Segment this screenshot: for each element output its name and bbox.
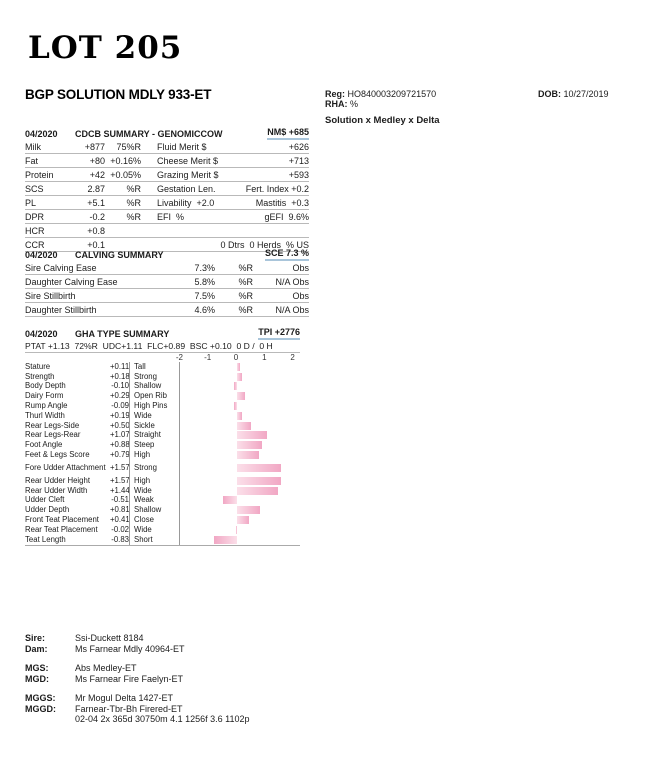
trait-bar xyxy=(234,382,237,390)
trait-label: Fat xyxy=(25,155,39,166)
trait-reliability: %R xyxy=(126,183,141,194)
trait-bar xyxy=(234,402,237,410)
calving-title: CALVING SUMMARY xyxy=(75,249,164,260)
axis-tick-label: 0 xyxy=(233,353,239,362)
axis-tick-label: 2 xyxy=(290,353,295,362)
trait-name: Dairy Form xyxy=(25,392,64,401)
trait-bar xyxy=(237,422,251,430)
pedigree-label: MGD: xyxy=(25,673,49,684)
rha-line xyxy=(325,99,436,109)
trait-sta-value: +1.57 xyxy=(110,462,130,472)
calving-table-row xyxy=(25,289,309,303)
trait-bar xyxy=(237,363,240,371)
trait-bar xyxy=(237,441,262,449)
cdcb-table-row xyxy=(25,168,309,182)
trait-descriptor: Steep xyxy=(129,440,179,450)
trait-chart-axis xyxy=(25,353,300,362)
trait-name: Rear Teat Placement xyxy=(25,525,98,534)
trait-bar-cell xyxy=(179,505,300,515)
pedigree-label: Dam: xyxy=(25,643,48,654)
nm-dollar-value: NM$ +685 xyxy=(267,127,309,140)
trait-value: +42 xyxy=(89,169,105,180)
trait-bar-cell xyxy=(179,460,300,476)
trait-bar-cell xyxy=(179,362,300,372)
trait-sta-value: +1.57 xyxy=(110,475,130,485)
trait-name: Fore Udder Attachment xyxy=(25,463,106,472)
trait-bar xyxy=(237,506,260,514)
trait-value: +5.1 xyxy=(87,197,105,208)
cdcb-date: 04/2020 xyxy=(25,128,58,139)
rha-value: % xyxy=(350,99,359,109)
trait-descriptor: Strong xyxy=(129,372,179,382)
trait-bar-cell xyxy=(179,411,300,421)
merit-value: gEFI 9.6% xyxy=(264,211,309,222)
trait-name: Rear Legs-Rear xyxy=(25,431,81,440)
type-trait-row xyxy=(25,460,300,476)
pedigree-row xyxy=(25,663,249,674)
trait-name: Foot Angle xyxy=(25,441,63,450)
trait-bar-cell xyxy=(179,515,300,525)
pedigree-block xyxy=(25,633,249,725)
trait-sta-value: -0.83 xyxy=(111,534,129,544)
trait-sta-value: -0.51 xyxy=(111,495,129,505)
calving-table-row xyxy=(25,261,309,275)
trait-bar xyxy=(236,526,237,534)
trait-name: Rear Udder Width xyxy=(25,486,88,495)
trait-bar-cell xyxy=(179,440,300,450)
type-trait-row xyxy=(25,515,300,525)
type-trait-row xyxy=(25,440,300,450)
cdcb-header xyxy=(25,127,309,140)
trait-bar xyxy=(237,412,242,420)
pedigree-row xyxy=(25,693,249,704)
calving-percent: 5.8% xyxy=(194,276,215,287)
type-trait-row xyxy=(25,382,300,392)
trait-descriptor: High Pins xyxy=(129,401,179,411)
trait-descriptor: Close xyxy=(129,515,179,525)
trait-name: Udder Cleft xyxy=(25,496,65,505)
trait-sta-value: +1.07 xyxy=(110,430,130,440)
pedigree-value: Ssi-Duckett 8184 xyxy=(75,633,144,643)
trait-label: SCS xyxy=(25,183,44,194)
calving-percent: 7.3% xyxy=(194,262,215,273)
trait-descriptor: Wide xyxy=(129,486,179,496)
trait-descriptor: Tall xyxy=(129,362,179,372)
type-trait-row xyxy=(25,431,300,441)
type-trait-row xyxy=(25,411,300,421)
calving-reliability: %R xyxy=(238,304,253,315)
merit-value: +626 xyxy=(288,141,309,152)
trait-name: Rear Udder Height xyxy=(25,476,91,485)
trait-sta-value: +0.81 xyxy=(110,505,130,515)
trait-bar-cell xyxy=(179,372,300,382)
trait-bar xyxy=(237,487,278,495)
trait-label: CCR xyxy=(25,239,45,250)
trait-label: Protein xyxy=(25,169,54,180)
trait-value: +0.1 xyxy=(87,239,105,250)
sire-stack-line: Solution x Medley x Delta xyxy=(325,115,440,126)
calving-observations: N/A Obs xyxy=(275,304,309,315)
trait-reliability: %R xyxy=(126,197,141,208)
trait-sta-value: +1.44 xyxy=(110,485,130,495)
axis-tick-label: 1 xyxy=(262,353,267,362)
calving-trait-label: Sire Stillbirth xyxy=(25,290,76,301)
trait-bar-cell xyxy=(179,401,300,411)
trait-sta-value: -0.02 xyxy=(111,524,129,534)
trait-bar xyxy=(237,516,249,524)
calving-summary-table xyxy=(25,248,309,317)
trait-name: Thurl Width xyxy=(25,411,65,420)
trait-bar xyxy=(237,431,267,439)
ptat-composite-line: PTAT +1.13 72%R UDC+1.11 FLC+0.89 BSC +0.10 0 D / 0 H xyxy=(25,340,300,353)
rha-label: RHA: xyxy=(325,99,348,109)
trait-sta-value: +0.19 xyxy=(110,410,130,420)
trait-label: Milk xyxy=(25,141,41,152)
type-trait-row xyxy=(25,421,300,431)
trait-descriptor: Short xyxy=(129,535,179,545)
trait-descriptor: Straight xyxy=(129,431,179,441)
trait-label: HCR xyxy=(25,225,45,236)
trait-value: +0.8 xyxy=(87,225,105,236)
trait-bar-cell xyxy=(179,382,300,392)
merit-label: Grazing Merit $ xyxy=(157,169,219,180)
cdcb-table-row xyxy=(25,210,309,224)
type-trait-row xyxy=(25,535,300,545)
trait-reliability: 75%R xyxy=(116,141,141,152)
trait-value: 2.87 xyxy=(87,183,105,194)
trait-reliability: +0.16% xyxy=(110,155,141,166)
axis-tick-label: -1 xyxy=(204,353,212,362)
trait-descriptor: Strong xyxy=(129,460,179,476)
trait-sta-value: +0.11 xyxy=(110,361,130,371)
reg-number: HO840003209721570 xyxy=(347,89,437,99)
trait-bar xyxy=(223,496,237,504)
reg-line xyxy=(325,89,436,99)
trait-bar xyxy=(237,392,245,400)
trait-sta-value: +0.88 xyxy=(110,440,130,450)
trait-descriptor: Wide xyxy=(129,525,179,535)
trait-descriptor: Shallow xyxy=(129,505,179,515)
cdcb-table-row xyxy=(25,196,309,210)
trait-descriptor: High xyxy=(129,450,179,460)
type-trait-row xyxy=(25,505,300,515)
pedigree-value: Ms Farnear Fire Faelyn-ET xyxy=(75,673,184,684)
trait-bar xyxy=(237,477,281,485)
trait-bar-cell xyxy=(179,391,300,401)
calving-header xyxy=(25,248,309,261)
merit-label: Cheese Merit $ xyxy=(157,155,219,166)
trait-value: +877 xyxy=(84,141,105,152)
trait-bar-cell xyxy=(179,486,300,496)
calving-observations: Obs xyxy=(292,262,309,273)
calving-table-row xyxy=(25,303,309,317)
trait-bar-cell xyxy=(179,525,300,535)
cdcb-table-row xyxy=(25,182,309,196)
reg-label: Reg: xyxy=(325,89,345,99)
pedigree-label: MGGS: xyxy=(25,693,56,703)
pedigree-label: MGS: xyxy=(25,663,49,673)
pedigree-value: 02-04 2x 365d 30750m 4.1 1256f 3.6 1102p xyxy=(75,714,250,724)
type-trait-row xyxy=(25,401,300,411)
trait-label: PL xyxy=(25,197,37,208)
trait-name: Teat Length xyxy=(25,535,66,544)
type-trait-row xyxy=(25,525,300,535)
calving-date: 04/2020 xyxy=(25,249,58,260)
type-trait-row xyxy=(25,496,300,506)
trait-bar-cell xyxy=(179,450,300,460)
trait-reliability: +0.05% xyxy=(110,169,141,180)
trait-sta-value: +0.50 xyxy=(110,420,130,430)
sce-value: SCE 7.3 % xyxy=(265,248,309,261)
trait-reliability: %R xyxy=(126,211,141,222)
merit-value: Mastitis +0.3 xyxy=(255,197,309,208)
merit-label: Livability +2.0 xyxy=(157,197,215,208)
merit-label: EFI % xyxy=(157,211,185,222)
trait-bar-cell xyxy=(179,496,300,506)
trait-sta-value: +0.18 xyxy=(110,371,130,381)
type-trait-row xyxy=(25,486,300,496)
calving-observations: N/A Obs xyxy=(275,276,309,287)
trait-sta-value: -0.09 xyxy=(111,400,129,410)
trait-name: Feet & Legs Score xyxy=(25,450,90,459)
calving-reliability: %R xyxy=(238,276,253,287)
trait-name: Front Teat Placement xyxy=(25,515,99,524)
trait-descriptor: Weak xyxy=(129,496,179,506)
trait-bar xyxy=(237,464,281,472)
gha-title: GHA TYPE SUMMARY xyxy=(75,328,170,339)
pedigree-label: Sire: xyxy=(25,633,46,643)
type-trait-row xyxy=(25,476,300,486)
trait-descriptor: Open Rib xyxy=(129,391,179,401)
dob-block xyxy=(538,89,609,99)
merit-label: Gestation Len. xyxy=(157,183,216,194)
trait-chart-rows xyxy=(25,362,300,546)
pedigree-value: Mr Mogul Delta 1427-ET xyxy=(75,693,174,703)
gha-header xyxy=(25,327,300,340)
cdcb-table-row xyxy=(25,224,309,238)
trait-name: Body Depth xyxy=(25,382,66,391)
trait-label: DPR xyxy=(25,211,45,222)
trait-descriptor: Sickle xyxy=(129,421,179,431)
trait-name: Rear Legs-Side xyxy=(25,421,80,430)
trait-sta-value: +0.29 xyxy=(110,391,130,401)
merit-value: Fert. Index +0.2 xyxy=(245,183,309,194)
pedigree-row xyxy=(25,644,249,655)
trait-bar-cell xyxy=(179,535,300,545)
trait-descriptor: Shallow xyxy=(129,382,179,392)
pedigree-label: MGGD: xyxy=(25,703,56,714)
pedigree-row xyxy=(25,674,249,685)
trait-descriptor: High xyxy=(129,476,179,486)
calving-reliability: %R xyxy=(238,290,253,301)
cdcb-table-row xyxy=(25,140,309,154)
trait-bar xyxy=(214,536,237,544)
tpi-value: TPI +2776 xyxy=(258,327,300,340)
calving-trait-label: Sire Calving Ease xyxy=(25,262,97,273)
merit-label: Fluid Merit $ xyxy=(157,141,207,152)
pedigree-value: Abs Medley-ET xyxy=(75,663,137,673)
pedigree-value: Ms Farnear Mdly 40964-ET xyxy=(75,643,185,654)
trait-bar xyxy=(237,451,259,459)
type-trait-row xyxy=(25,391,300,401)
dob-label: DOB: xyxy=(538,89,561,99)
pedigree-row xyxy=(25,704,249,715)
type-trait-row xyxy=(25,450,300,460)
trait-sta-value: +0.41 xyxy=(110,514,130,524)
type-trait-row xyxy=(25,372,300,382)
calving-percent: 7.5% xyxy=(194,290,215,301)
trait-name: Rump Angle xyxy=(25,401,68,410)
calving-reliability: %R xyxy=(238,262,253,273)
trait-name: Udder Depth xyxy=(25,506,70,515)
trait-sta-value: +0.79 xyxy=(110,449,130,459)
calving-trait-label: Daughter Calving Ease xyxy=(25,276,118,287)
calving-trait-label: Daughter Stillbirth xyxy=(25,304,97,315)
calving-observations: Obs xyxy=(292,290,309,301)
gha-type-summary xyxy=(25,327,300,546)
axis-tick-label: -2 xyxy=(175,353,183,362)
trait-descriptor: Wide xyxy=(129,411,179,421)
trait-bar-cell xyxy=(179,421,300,431)
calving-rows xyxy=(25,261,309,317)
trait-bar-cell xyxy=(179,431,300,441)
trait-name: Strength xyxy=(25,372,55,381)
calving-percent: 4.6% xyxy=(194,304,215,315)
bull-name-title: BGP SOLUTION MDLY 933-ET xyxy=(25,87,212,102)
merit-value: 0 Dtrs 0 Herds % US xyxy=(220,239,309,250)
trait-value: -0.2 xyxy=(89,211,105,222)
trait-bar xyxy=(237,373,242,381)
dob-value: 10/27/2019 xyxy=(563,89,609,99)
cdcb-rows xyxy=(25,140,309,252)
registration-block xyxy=(325,89,436,109)
gha-date: 04/2020 xyxy=(25,328,58,339)
merit-value: +593 xyxy=(288,169,309,180)
lot-number-title: LOT 205 xyxy=(28,30,183,66)
calving-table-row xyxy=(25,275,309,289)
type-trait-row xyxy=(25,362,300,372)
pedigree-row xyxy=(25,714,249,725)
pedigree-value: Farnear-Tbr-Bh Firered-ET xyxy=(75,703,183,714)
pedigree-row xyxy=(25,633,249,644)
trait-bar-cell xyxy=(179,476,300,486)
cdcb-summary-table xyxy=(25,127,309,252)
merit-value: +713 xyxy=(288,155,309,166)
cdcb-title: CDCB SUMMARY - GENOMICCOW xyxy=(75,128,223,139)
cdcb-table-row xyxy=(25,154,309,168)
trait-sta-value: -0.10 xyxy=(111,381,129,391)
trait-value: +80 xyxy=(89,155,105,166)
trait-name: Stature xyxy=(25,362,51,371)
pedigree-label xyxy=(25,714,75,725)
